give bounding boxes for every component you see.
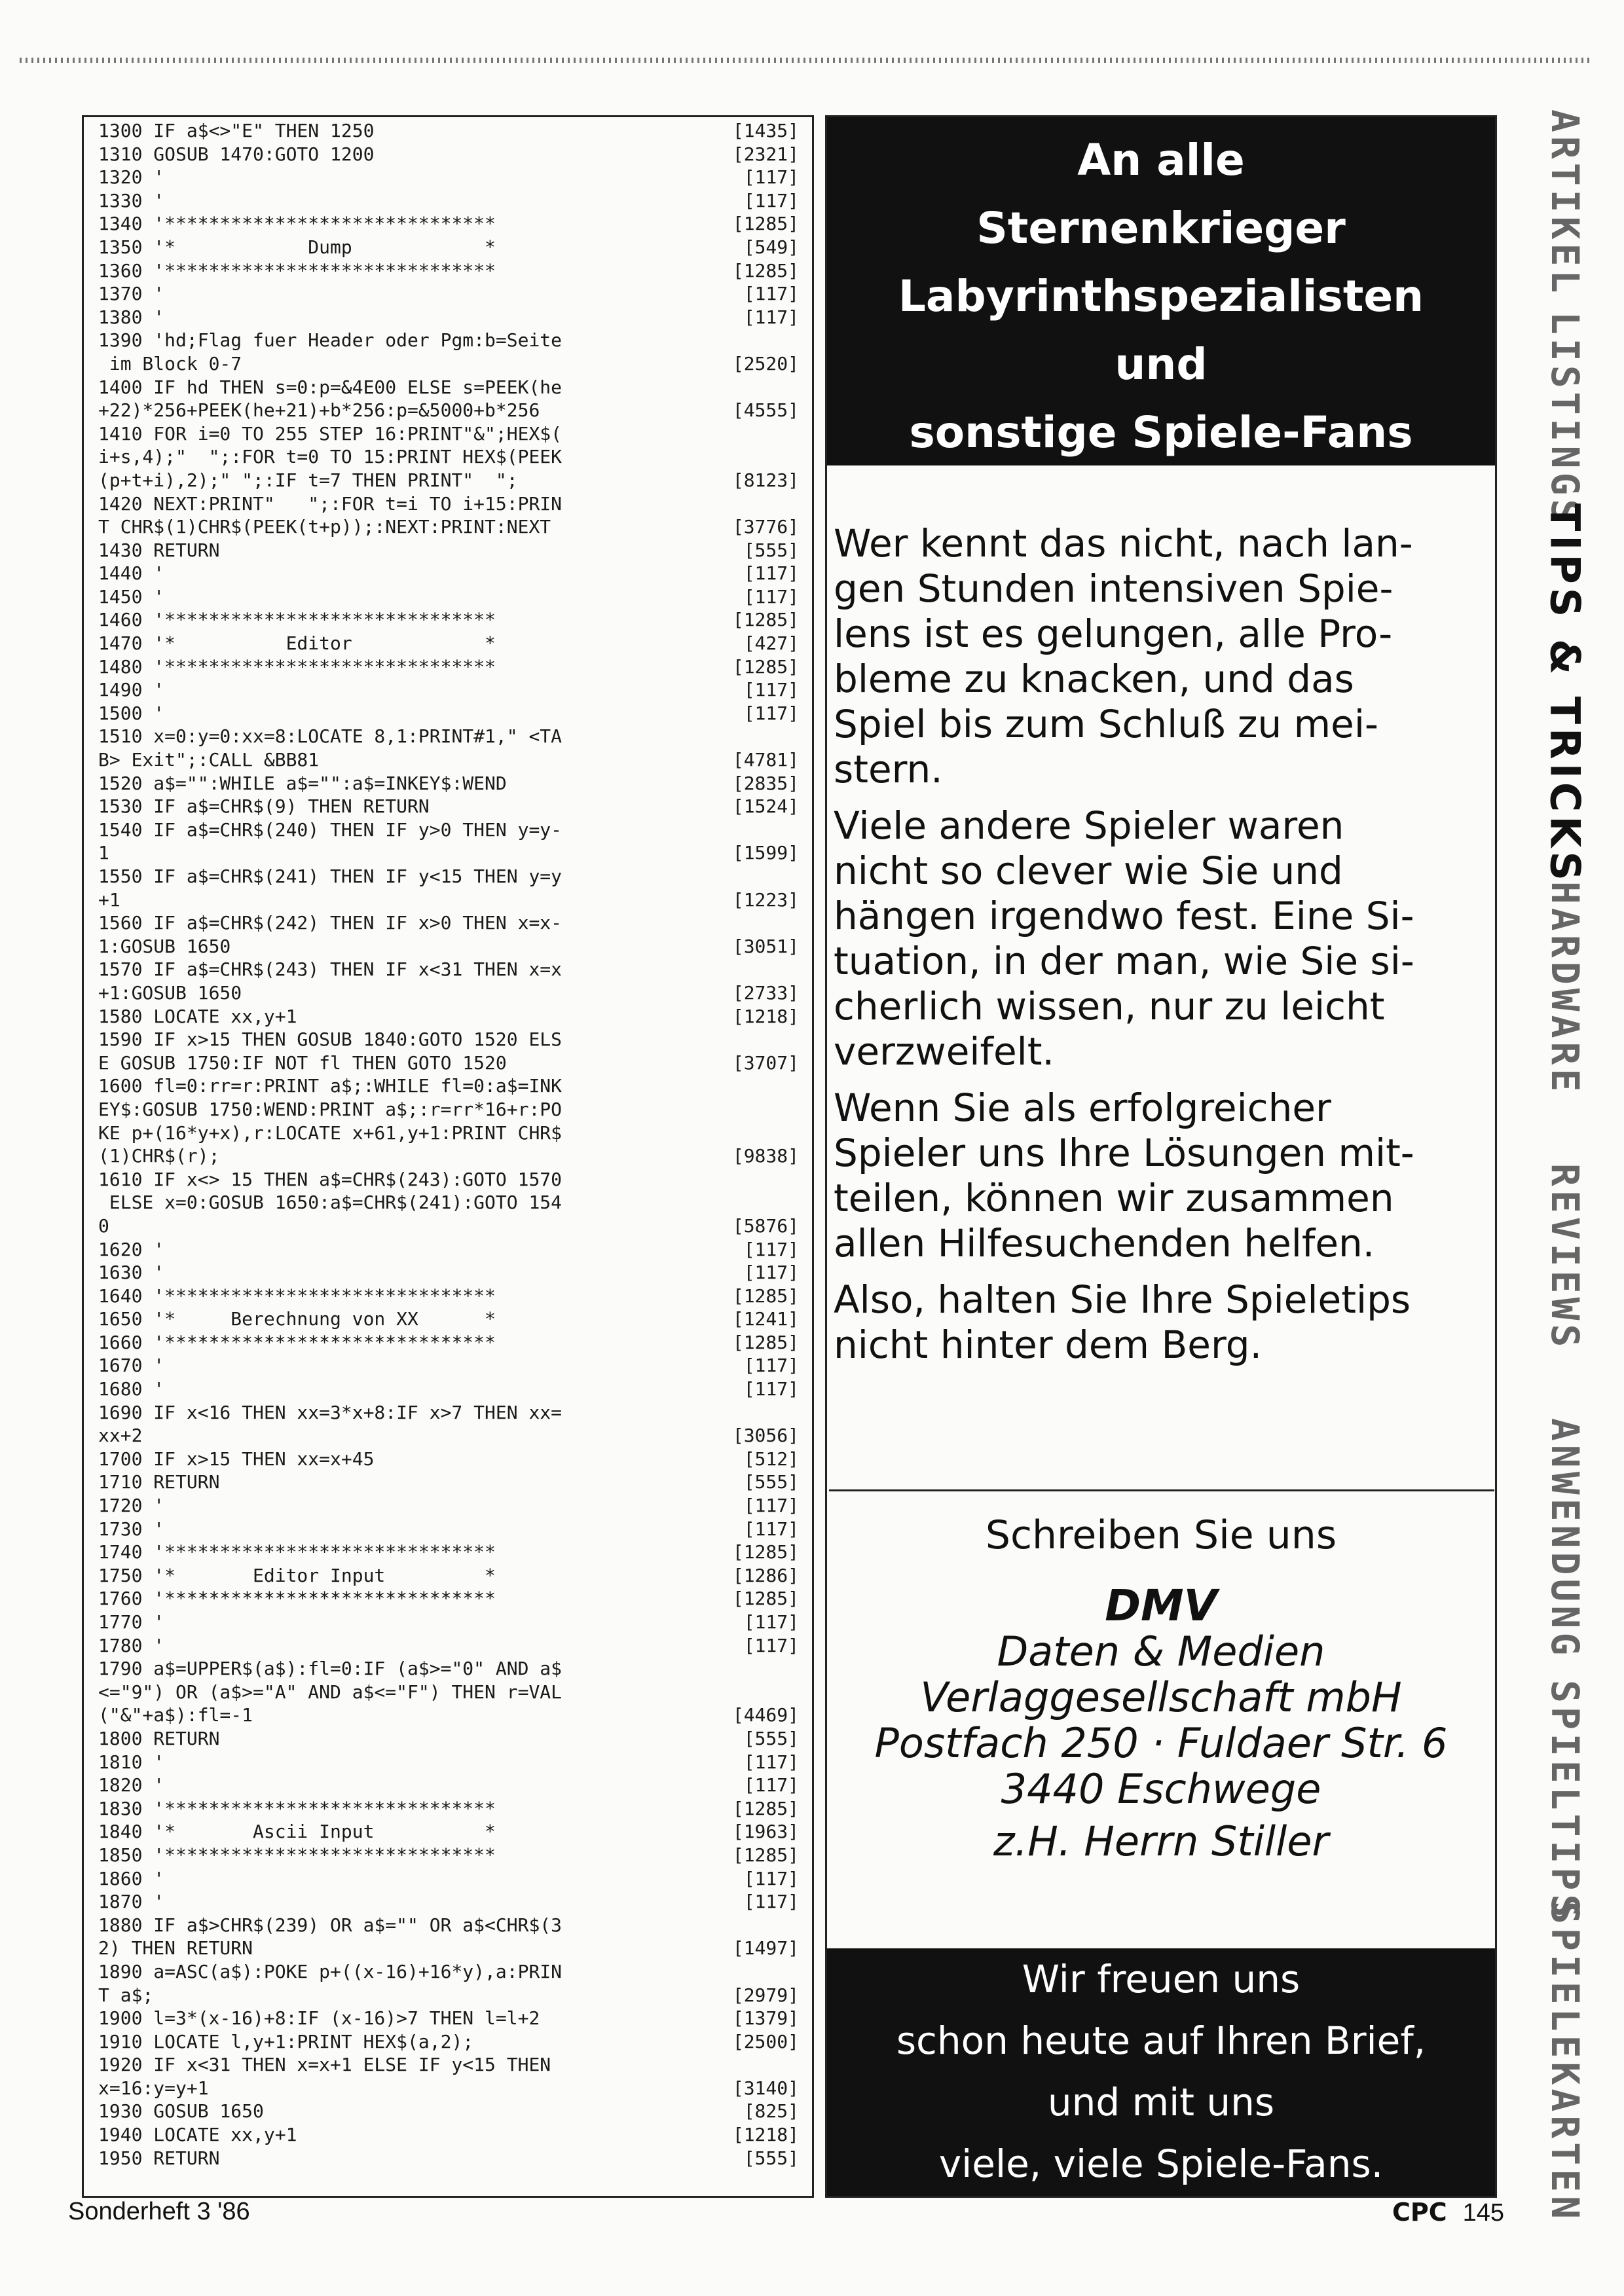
sidebar-section-tips-tricks: [1526, 503, 1604, 884]
code-text: 1470 '* Editor *: [98, 632, 496, 655]
sidebar-label: SPIELEKARTEN: [1543, 1901, 1587, 2223]
headline-line: Sternenkrieger: [976, 203, 1346, 253]
checksum: [1285]: [732, 609, 799, 631]
code-text: 1940 LOCATE xx,y+1: [98, 2124, 297, 2146]
code-text: 1840 '* Ascii Input *: [98, 1821, 496, 1843]
listing-line: [98, 2123, 799, 2147]
code-text: 1730 ': [98, 1518, 165, 1540]
code-text: 1410 FOR i=0 TO 255 STEP 16:PRINT"&";HEX$( i+s,4);" ";:FOR t=0 TO 15:PRINT HEX$(PEEK (p+t+i),2);" ";:IF t=7 THEN PRINT" ";: [98, 422, 563, 491]
listing-line: [98, 1844, 799, 1867]
code-text: 1830 '******************************: [98, 1797, 496, 1819]
listing-line: [98, 2100, 799, 2123]
checksum: [555]: [743, 2147, 799, 2169]
write-to: Schreiben Sie uns: [985, 1512, 1337, 1558]
code-text: 1750 '* Editor Input *: [98, 1564, 496, 1586]
listing-line: [98, 1238, 799, 1262]
checksum: [117]: [743, 1495, 799, 1517]
listing-line: [98, 329, 799, 375]
ad-address-block: [827, 1506, 1495, 1865]
ad-paragraph: Wenn Sie als erfolgreicher Spieler uns Ihre Lösungen mit- teilen, können wir zusammen allen Hilfesuchenden helfen.: [834, 1085, 1414, 1266]
code-text: 1490 ': [98, 679, 165, 701]
checksum: [1285]: [732, 1588, 799, 1610]
checksum: [5876]: [732, 1214, 799, 1237]
code-text: 1320 ': [98, 166, 165, 189]
listing-line: [98, 2030, 799, 2054]
checksum: [4555]: [732, 399, 799, 422]
listing-line: [98, 725, 799, 771]
checksum: [117]: [743, 1634, 799, 1656]
checksum: [117]: [743, 1378, 799, 1400]
code-text: 1780 ': [98, 1634, 165, 1656]
checksum: [1599]: [732, 842, 799, 864]
code-text: 1760 '******************************: [98, 1588, 496, 1610]
code-text: 1700 IF x>15 THEN xx=x+45: [98, 1448, 375, 1470]
code-text: 1640 '******************************: [98, 1285, 496, 1307]
checksum: [117]: [743, 283, 799, 305]
checksum: [117]: [743, 166, 799, 189]
listing-line: [98, 422, 799, 492]
listing-line: [98, 1401, 799, 1448]
checksum: [3776]: [732, 516, 799, 538]
checksum: [2835]: [732, 772, 799, 794]
sidebar-label: TIPS & TRICKS: [1541, 503, 1589, 884]
checksum: [1285]: [732, 1797, 799, 1819]
checksum: [1285]: [732, 1331, 799, 1353]
checksum: [2733]: [732, 981, 799, 1004]
basic-listing: [98, 119, 799, 2170]
checksum: [1286]: [732, 1564, 799, 1586]
listing-line: [98, 1564, 799, 1588]
listing-line: [98, 1470, 799, 1494]
listing-line: [98, 282, 799, 306]
address-line: Daten & Medien: [997, 1628, 1325, 1675]
sidebar-label: ARTIKEL: [1543, 109, 1587, 297]
listing-line: [98, 1727, 799, 1751]
listing-line: [98, 1657, 799, 1727]
code-text: 1390 'hd;Flag fuer Header oder Pgm:b=Seite im Block 0-7: [98, 329, 563, 374]
checksum: [3051]: [732, 935, 799, 957]
code-text: 1620 ': [98, 1238, 165, 1260]
listing-line: [98, 958, 799, 1004]
listing-line: [98, 1751, 799, 1774]
code-text: 1340 '******************************: [98, 213, 496, 235]
page-number: 145: [1462, 2199, 1505, 2227]
code-text: 1300 IF a$<>"E" THEN 1250: [98, 120, 375, 141]
checksum: [117]: [743, 1774, 799, 1796]
closing-line: Wir freuen uns: [1022, 1957, 1301, 2001]
checksum: [2979]: [732, 1984, 799, 2006]
code-text: 1670 ': [98, 1355, 165, 1377]
listing-line: [98, 1331, 799, 1355]
sidebar-section-spielekarten: [1526, 1901, 1604, 2223]
listing-line: [98, 772, 799, 795]
checksum: [555]: [743, 1727, 799, 1749]
checksum: [9838]: [732, 1145, 799, 1167]
checksum: [117]: [743, 1238, 799, 1260]
checksum: [3140]: [732, 2077, 799, 2099]
checksum: [1218]: [732, 1005, 799, 1027]
code-text: 1310 GOSUB 1470:GOTO 1200: [98, 143, 375, 165]
code-text: 1650 '* Berechnung von XX *: [98, 1308, 496, 1330]
address-line: Postfach 250 · Fuldaer Str. 6: [874, 1719, 1448, 1767]
code-text: 1580 LOCATE xx,y+1: [98, 1005, 297, 1027]
checksum: [1379]: [732, 2007, 799, 2030]
checksum: [117]: [743, 1518, 799, 1540]
ad-paragraph: Viele andere Spieler waren nicht so clever wie Sie und hängen irgendwo fest. Eine Si- tuation, in der man, wie Sie si- cherlich wissen, nur zu leicht verzweifelt.: [834, 803, 1414, 1074]
code-text: 1510 x=0:y=0:xx=8:LOCATE 8,1:PRINT#1," <TA B> Exit";:CALL &BB81: [98, 725, 563, 771]
checksum: [117]: [743, 1751, 799, 1773]
ad-body: [834, 521, 1488, 1379]
code-text: 1950 RETURN: [98, 2147, 220, 2169]
checksum: [3056]: [732, 1425, 799, 1447]
code-text: 1890 a=ASC(a$):POKE p+((x-16)+16*y),a:PRIN T a$;: [98, 1960, 563, 2006]
checksum: [1285]: [732, 259, 799, 282]
listing-line: [98, 1307, 799, 1331]
checksum: [1497]: [732, 1937, 799, 1959]
listing-line: [98, 865, 799, 911]
sidebar-section-anwendung: [1526, 1401, 1604, 1676]
listing-line: [98, 1518, 799, 1541]
code-text: 1800 RETURN: [98, 1727, 220, 1749]
headline-line: und: [1115, 339, 1208, 390]
listing-line: [98, 1890, 799, 1914]
listing-line: [98, 1261, 799, 1285]
checksum: [117]: [743, 189, 799, 211]
listing-line: [98, 1448, 799, 1471]
checksum: [3707]: [732, 1051, 799, 1074]
checksum: [117]: [743, 1262, 799, 1284]
listing-line: [98, 702, 799, 725]
checksum: [117]: [743, 306, 799, 328]
code-text: 1610 IF x<> 15 THEN a$=CHR$(243):GOTO 1570 ELSE x=0:GOSUB 1650:a$=CHR$(241):GOTO 154 0: [98, 1168, 563, 1237]
listing-line: [98, 119, 799, 143]
ad-paragraph: Wer kennt das nicht, nach lan- gen Stunden intensiven Spie- lens ist es gelungen, alle Pro- bleme zu knacken, und das Spiel bis zum Schluß zu mei- stern.: [834, 521, 1413, 792]
checksum: [117]: [743, 562, 799, 585]
page-footer: [1392, 2198, 1504, 2227]
listing-line: [98, 1634, 799, 1658]
ad-headline: [827, 117, 1495, 465]
listing-line: [98, 1168, 799, 1238]
checksum: [1285]: [732, 1844, 799, 1866]
code-text: 1850 '******************************: [98, 1844, 496, 1866]
code-text: 1820 ': [98, 1774, 165, 1796]
code-text: 1720 ': [98, 1495, 165, 1517]
checksum: [2500]: [732, 2030, 799, 2052]
checksum: [549]: [743, 236, 799, 258]
listing-line: [98, 911, 799, 958]
code-text: 1360 '******************************: [98, 259, 496, 282]
code-text: 1900 l=3*(x-16)+8:IF (x-16)>7 THEN l=l+2: [98, 2007, 540, 2030]
checksum: [555]: [743, 1471, 799, 1493]
listing-line: [98, 539, 799, 562]
checksum: [8123]: [732, 469, 799, 491]
listing-line: [98, 492, 799, 539]
listing-line: [98, 1074, 799, 1167]
code-text: 1420 NEXT:PRINT" ";:FOR t=i TO i+15:PRIN T CHR$(1)CHR$(PEEK(t+p));:NEXT:PRINT:NEXT: [98, 492, 563, 538]
checksum: [1223]: [732, 888, 799, 911]
headline-line: sonstige Spiele-Fans: [909, 407, 1413, 458]
code-text: 1680 ': [98, 1378, 165, 1400]
code-text: 1460 '******************************: [98, 609, 496, 631]
closing-line: und mit uns: [1047, 2080, 1275, 2124]
listing-line: [98, 1540, 799, 1564]
ad-closing: [827, 1948, 1495, 2196]
checksum: [555]: [743, 539, 799, 561]
listing-line: [98, 1354, 799, 1377]
code-text: 1630 ': [98, 1262, 165, 1284]
code-text: 1430 RETURN: [98, 539, 220, 561]
checksum: [117]: [743, 585, 799, 608]
listing-line: [98, 1774, 799, 1797]
code-text: 1790 a$=UPPER$(a$):fl=0:IF (a$>="0" AND a$ <="9") OR (a$>="A" AND a$<="F") THEN r=VAL ("&"+a$):fl=-1: [98, 1658, 563, 1726]
checksum: [512]: [743, 1448, 799, 1470]
code-text: 1690 IF x<16 THEN xx=3*x+8:IF x>7 THEN xx= xx+2: [98, 1401, 563, 1447]
code-text: 1540 IF a$=CHR$(240) THEN IF y>0 THEN y=y- 1: [98, 818, 563, 864]
sidebar-section-artikel: [1526, 105, 1604, 301]
listing-line: [98, 259, 799, 283]
code-text: 1560 IF a$=CHR$(242) THEN IF x>0 THEN x=x- 1:GOSUB 1650: [98, 912, 563, 957]
code-text: 1450 ': [98, 585, 165, 608]
listing-line: [98, 1494, 799, 1518]
ad-divider: [829, 1489, 1494, 1491]
code-text: 1810 ': [98, 1751, 165, 1773]
sidebar-label: LISTINGS: [1543, 312, 1587, 526]
code-text: 1570 IF a$=CHR$(243) THEN IF x<31 THEN x=x +1:GOSUB 1650: [98, 958, 563, 1004]
listing-line: [98, 2147, 799, 2170]
company-name: DMV: [1105, 1580, 1217, 1631]
code-text: 1870 ': [98, 1891, 165, 1913]
code-text: 1930 GOSUB 1650: [98, 2100, 264, 2123]
code-text: 1770 ': [98, 1611, 165, 1633]
listing-line: [98, 2007, 799, 2030]
listing-line: [98, 1285, 799, 1308]
code-text: 1400 IF hd THEN s=0:p=&4E00 ELSE s=PEEK(he +22)*256+PEEK(he+21)+b*256:p=&5000+b*256: [98, 376, 563, 422]
checksum: [1524]: [732, 795, 799, 818]
checksum: [2321]: [732, 143, 799, 165]
code-text: 1330 ': [98, 189, 165, 211]
issue-label: Sonderheft 3 '86: [68, 2198, 250, 2225]
sidebar-section-listings: [1526, 314, 1604, 524]
code-text: 1440 ': [98, 562, 165, 585]
checksum: [117]: [743, 1891, 799, 1913]
listing-line: [98, 1797, 799, 1821]
sidebar-section-reviews: [1526, 1126, 1604, 1388]
listing-line: [98, 655, 799, 679]
listing-line: [98, 166, 799, 189]
checksum: [2520]: [732, 352, 799, 374]
sidebar-label: HARDWARE: [1543, 881, 1587, 1096]
listing-line: [98, 562, 799, 585]
checksum: [117]: [743, 679, 799, 701]
code-text: 1860 ': [98, 1867, 165, 1889]
checksum: [427]: [743, 632, 799, 655]
checksum: [4469]: [732, 1704, 799, 1726]
closing-line: viele, viele Spiele-Fans.: [938, 2141, 1384, 2186]
code-text: 1590 IF x>15 THEN GOSUB 1840:GOTO 1520 ELS E GOSUB 1750:IF NOT fl THEN GOTO 1520: [98, 1029, 563, 1074]
listing-line: [98, 306, 799, 329]
code-text: 1600 fl=0:rr=r:PRINT a$;:WHILE fl=0:a$=INK EY$:GOSUB 1750:WEND:PRINT a$;:r=rr*16+r:PO KE p+(16*y+x),r:LOCATE x+61,y+1:PRINT CHR$ (1)CHR$(r);: [98, 1075, 563, 1167]
listing-line: [98, 632, 799, 655]
sidebar-label: ANWENDUNG: [1543, 1417, 1587, 1660]
checksum: [1285]: [732, 1285, 799, 1307]
listing-line: [98, 1005, 799, 1029]
code-text: 1370 ': [98, 283, 165, 305]
listing-line: [98, 1028, 799, 1074]
code-text: 1920 IF x<31 THEN x=x+1 ELSE IF y<15 THEN x=16:y=y+1: [98, 2054, 551, 2099]
listing-line: [98, 1960, 799, 2007]
ad-paragraph: Also, halten Sie Ihre Spieletips nicht hinter dem Berg.: [834, 1277, 1411, 1367]
listing-line: [98, 795, 799, 818]
code-text: 1380 ': [98, 306, 165, 328]
code-text: 1530 IF a$=CHR$(9) THEN RETURN: [98, 795, 430, 818]
listing-line: [98, 1914, 799, 1960]
code-text: 1710 RETURN: [98, 1471, 220, 1493]
headline-line: An alle: [1077, 135, 1245, 185]
magazine-name: CPC: [1392, 2198, 1447, 2227]
listing-line: [98, 678, 799, 702]
sidebar-label: SPIELTIPS: [1543, 1679, 1587, 1922]
sidebar-section-spieltips: [1526, 1679, 1604, 1922]
top-rule: [20, 58, 1591, 63]
code-text: 1550 IF a$=CHR$(241) THEN IF y<15 THEN y=y +1: [98, 866, 563, 911]
listing-line: [98, 1867, 799, 1891]
checksum: [1435]: [732, 120, 799, 141]
listing-line: [98, 376, 799, 422]
listing-line: [98, 1587, 799, 1611]
code-text: 1880 IF a$>CHR$(239) OR a$="" OR a$<CHR$(3 2) THEN RETURN: [98, 1914, 563, 1959]
code-text: 1740 '******************************: [98, 1541, 496, 1563]
section-sidebar: [1526, 105, 1604, 2223]
address-line: Verlaggesellschaft mbH: [920, 1673, 1402, 1721]
checksum: [4781]: [732, 749, 799, 771]
address-line: 3440 Eschwege: [1001, 1765, 1321, 1813]
code-text: 1520 a$="":WHILE a$="":a$=INKEY$:WEND: [98, 772, 507, 794]
listing-line: [98, 1611, 799, 1634]
checksum: [117]: [743, 1867, 799, 1889]
closing-line: schon heute auf Ihren Brief,: [896, 2018, 1426, 2063]
listing-line: [98, 1377, 799, 1401]
checksum: [117]: [743, 702, 799, 724]
code-text: 1660 '******************************: [98, 1331, 496, 1353]
listing-line: [98, 818, 799, 865]
listing-line: [98, 608, 799, 632]
code-text: 1910 LOCATE l,y+1:PRINT HEX$(a,2);: [98, 2030, 474, 2052]
checksum: [1241]: [732, 1308, 799, 1330]
listing-line: [98, 212, 799, 236]
sidebar-label: REVIEWS: [1543, 1163, 1587, 1351]
checksum: [117]: [743, 1355, 799, 1377]
listing-line: [98, 1820, 799, 1844]
listing-line: [98, 189, 799, 213]
checksum: [825]: [743, 2100, 799, 2123]
checksum: [1218]: [732, 2124, 799, 2146]
code-text: 1350 '* Dump *: [98, 236, 496, 258]
listing-line: [98, 143, 799, 166]
attention-line: z.H. Herrn Stiller: [993, 1817, 1329, 1865]
checksum: [1285]: [732, 213, 799, 235]
company-address: [827, 1629, 1495, 1812]
code-text: 1480 '******************************: [98, 655, 496, 678]
listing-line: [98, 2053, 799, 2100]
sidebar-section-hardware: [1526, 864, 1604, 1113]
listing-line: [98, 585, 799, 609]
checksum: [117]: [743, 1611, 799, 1633]
checksum: [1963]: [732, 1821, 799, 1843]
listing-line: [98, 236, 799, 259]
code-text: 1500 ': [98, 702, 165, 724]
headline-line: Labyrinthspezialisten: [898, 271, 1424, 321]
checksum: [1285]: [732, 1541, 799, 1563]
checksum: [1285]: [732, 655, 799, 678]
